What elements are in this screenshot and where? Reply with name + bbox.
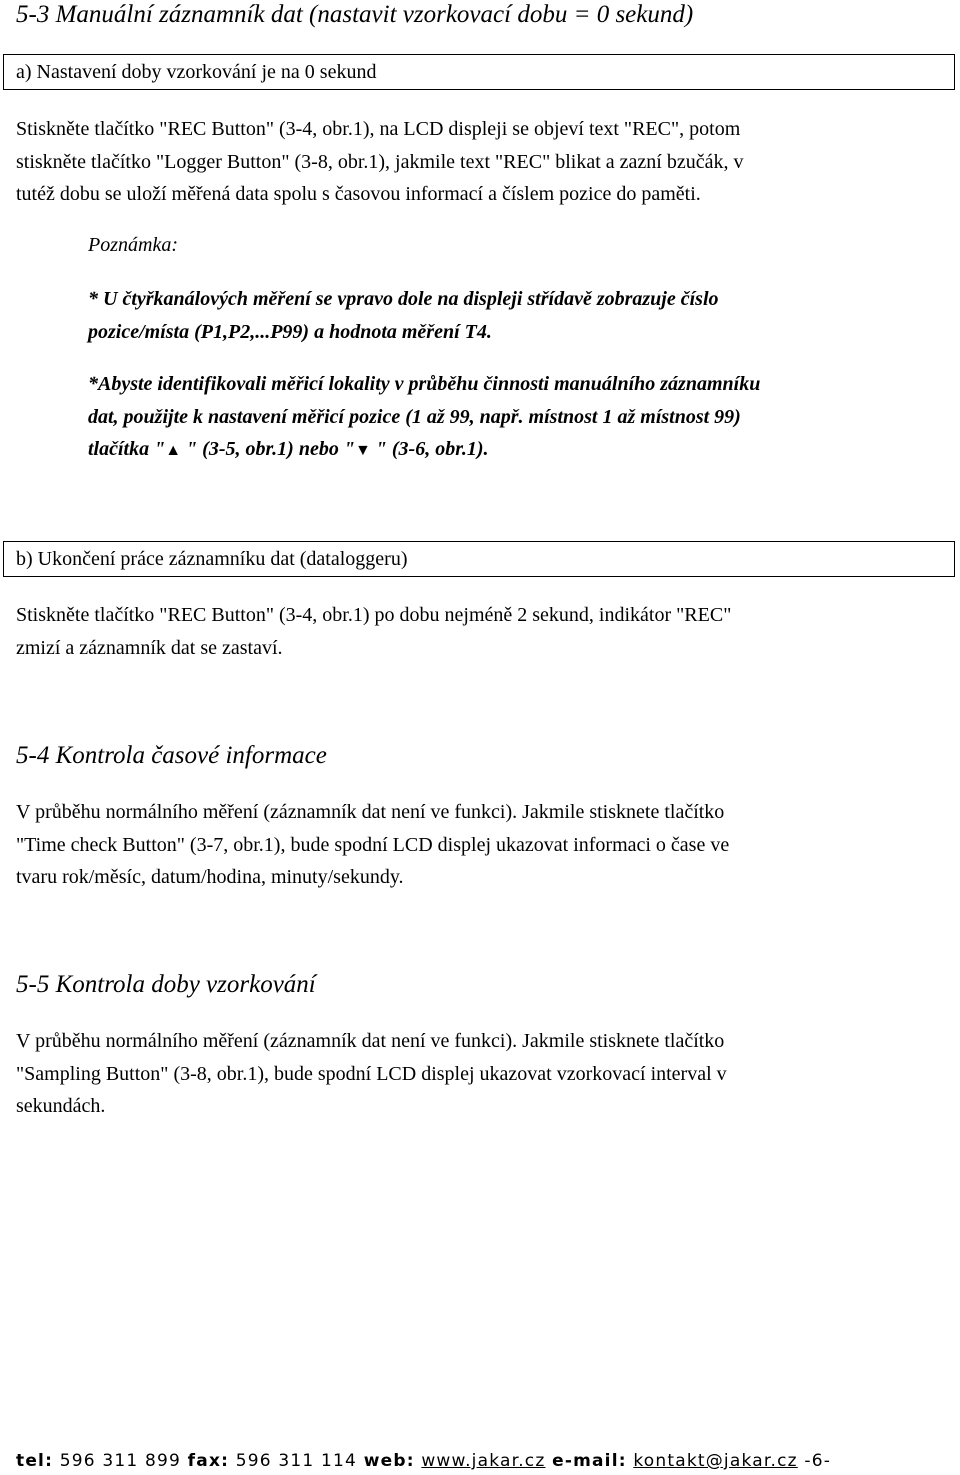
paragraph-b-line: zmizí a záznamník dat se zastaví. bbox=[16, 636, 283, 659]
note-1-line: * U čtyřkanálových měření se vpravo dole na displeji střídavě zobrazuje číslo bbox=[88, 288, 719, 310]
note-2-line bbox=[88, 433, 948, 468]
paragraph-a-line: tutéž dobu se uloží měřená data spolu s časovou informací a číslem pozice do paměti. bbox=[16, 183, 701, 205]
note-2-line: *Abyste identifikovali měřicí lokality v průběhu činnosti manuálního záznamníku bbox=[88, 373, 761, 395]
section-5-5-paragraph bbox=[16, 1025, 941, 1123]
section-5-4-title: 5-4 Kontrola časové informace bbox=[16, 742, 327, 769]
section-5-4-line: "Time check Button" (3-7, obr.1), bude spodní LCD displej ukazovat informaci o čase ve bbox=[16, 833, 730, 856]
paragraph-b-line: Stiskněte tlačítko "REC Button" (3-4, obr.1) po dobu nejméně 2 sekund, indikátor "REC" bbox=[16, 604, 732, 626]
section-5-5-line: sekundách. bbox=[16, 1095, 106, 1117]
paragraph-a bbox=[16, 113, 941, 211]
paragraph-b bbox=[16, 599, 941, 664]
note-label: Poznámka: bbox=[88, 234, 178, 256]
section-5-3-title: 5-3 Manuální záznamník dat (nastavit vzorkovací dobu = 0 sekund) bbox=[16, 1, 694, 28]
note-2-text: " (3-6, obr.1). bbox=[370, 438, 489, 460]
note-2 bbox=[88, 368, 948, 468]
paragraph-a-line: Stiskněte tlačítko "REC Button" (3-4, obr.1), na LCD displeji se objeví text "REC", potom bbox=[16, 118, 741, 140]
page-footer bbox=[16, 1448, 831, 1474]
note-1 bbox=[88, 283, 948, 348]
section-5-4-line: V průběhu normálního měření (záznamník dat není ve funkci). Jakmile stisknete tlačítko bbox=[16, 801, 725, 823]
section-5-4-line: tvaru rok/měsíc, datum/hodina, minuty/sekundy. bbox=[16, 866, 404, 888]
footer-email-label: e-mail: bbox=[552, 1451, 627, 1471]
paragraph-a-line: stiskněte tlačítko "Logger Button" (3-8, obr.1), jakmile text "REC" blikat a zazní bzučák, v bbox=[16, 150, 744, 173]
page-number: -6- bbox=[804, 1451, 832, 1471]
subsection-a-box: a) Nastavení doby vzorkování je na 0 sekund bbox=[3, 54, 955, 90]
section-5-5-title: 5-5 Kontrola doby vzorkování bbox=[16, 971, 316, 998]
note-2-text: " (3-5, obr.1) nebo " bbox=[181, 438, 355, 460]
footer-fax-value: 596 311 114 bbox=[235, 1451, 358, 1471]
footer-fax-label: fax: bbox=[187, 1451, 230, 1471]
footer-email-link[interactable]: kontakt@jakar.cz bbox=[633, 1451, 798, 1471]
section-5-5-line: "Sampling Button" (3-8, obr.1), bude spodní LCD displej ukazovat vzorkovací interval v bbox=[16, 1062, 727, 1085]
section-5-5-line: V průběhu normálního měření (záznamník dat není ve funkci). Jakmile stisknete tlačítko bbox=[16, 1030, 725, 1052]
section-5-4-paragraph bbox=[16, 796, 941, 894]
up-triangle-icon: ▲ bbox=[165, 442, 182, 459]
footer-tel-value: 596 311 899 bbox=[59, 1451, 182, 1471]
footer-web-label: web: bbox=[363, 1451, 415, 1471]
note-2-text: tlačítka " bbox=[88, 438, 166, 460]
footer-tel-label: tel: bbox=[16, 1451, 54, 1471]
down-triangle-icon: ▼ bbox=[354, 442, 371, 459]
note-2-line: dat, použijte k nastavení měřicí pozice (1 až 99, např. místnost 1 až místnost 99) bbox=[88, 405, 741, 428]
note-1-line: pozice/místa (P1,P2,...P99) a hodnota měření T4. bbox=[88, 320, 492, 343]
footer-web-link[interactable]: www.jakar.cz bbox=[421, 1451, 546, 1471]
subsection-b-box: b) Ukončení práce záznamníku dat (dataloggeru) bbox=[3, 541, 955, 577]
